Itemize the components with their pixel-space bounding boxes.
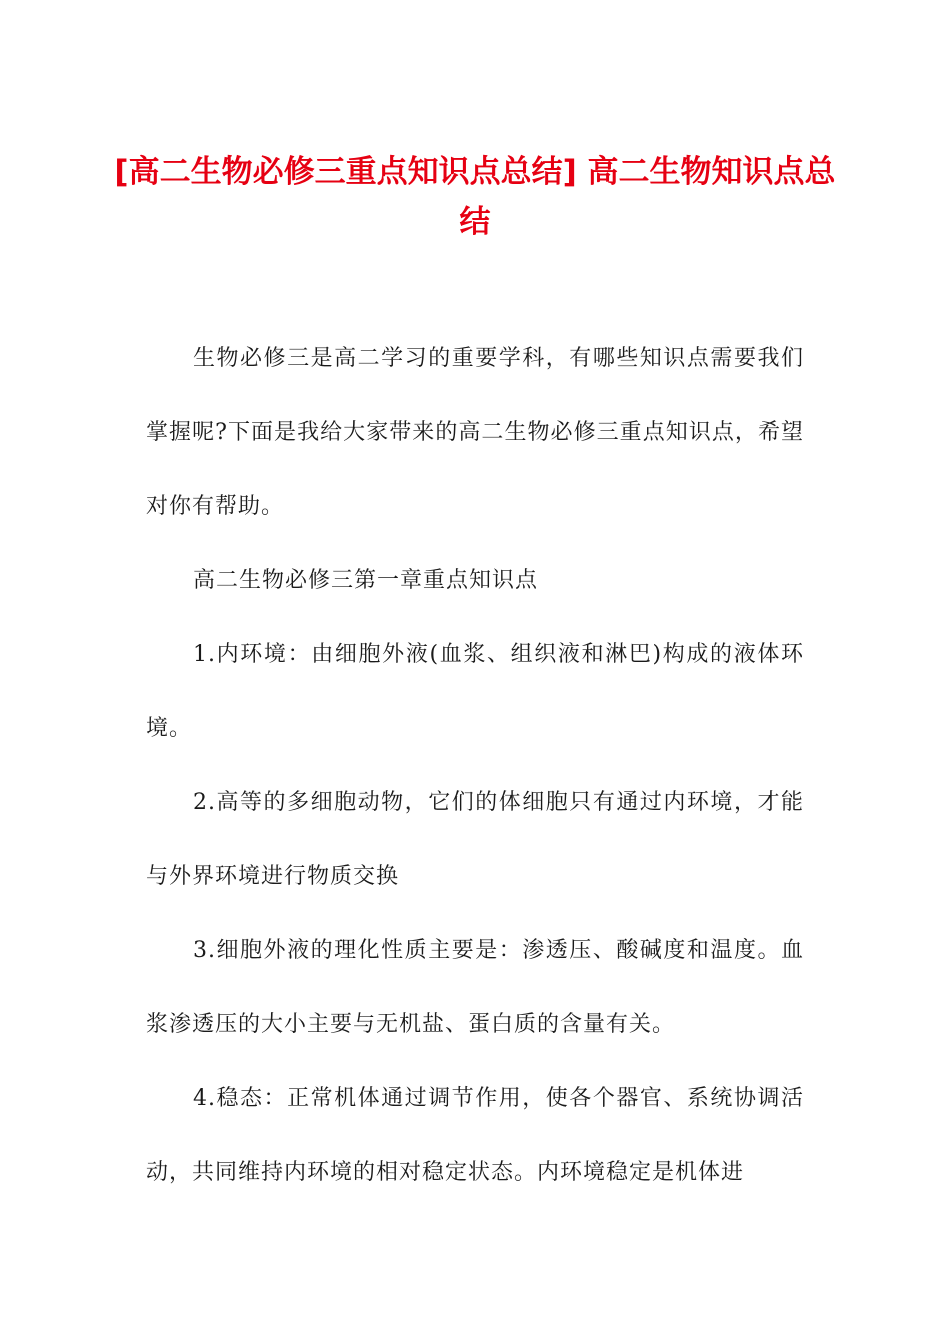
paragraph-point-3: 3.细胞外液的理化性质主要是：渗透压、酸碱度和温度。血浆渗透压的大小主要与无机盐、蛋白质的含量有关。 (146, 938, 804, 1037)
paragraph-point-4: 4.稳态：正常机体通过调节作用，使各个器官、系统协调活动，共同维持内环境的相对稳定状态。内环境稳定是机体进 (146, 1086, 804, 1185)
document-title: [高二生物必修三重点知识点总结] 高二生物知识点总结 (114, 154, 836, 240)
paragraph-point-1: 1.内环境：由细胞外液(血浆、组织液和淋巴)构成的液体环境。 (146, 642, 804, 741)
paragraph-chapter-heading: 高二生物必修三第一章重点知识点 (193, 568, 539, 593)
document-body (146, 322, 804, 1210)
paragraph-intro: 生物必修三是高二学习的重要学科，有哪些知识点需要我们掌握呢?下面是我给大家带来的高二生物必修三重点知识点，希望对你有帮助。 (146, 346, 804, 519)
paragraph-point-2: 2.高等的多细胞动物，它们的体细胞只有通过内环境，才能与外界环境进行物质交换 (146, 790, 804, 889)
